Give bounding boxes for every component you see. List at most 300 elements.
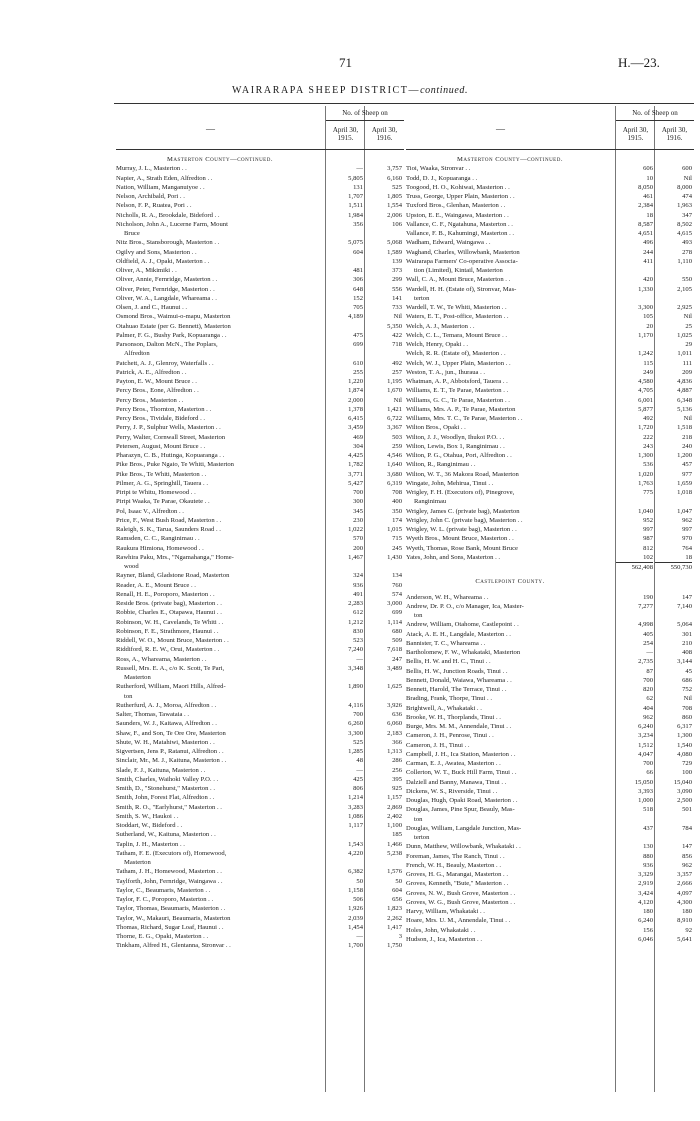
sheep-1916-cell: 1,195 — [387, 378, 402, 385]
table-row — [116, 608, 404, 617]
table-row — [406, 396, 694, 405]
table-row — [116, 571, 404, 580]
sheep-1915-cell: 997 — [643, 526, 653, 533]
sheep-1916-cell: 1,540 — [677, 741, 692, 749]
owner-cell: Carman, E. J., Awatea, Masterton . . — [406, 760, 501, 767]
owner-cell: Shaw, F., and Son, Te Ore Ore, Masterton — [116, 729, 226, 737]
sheep-1915-cell: 5,877 — [638, 405, 653, 413]
sheep-1916-cell: 1,011 — [677, 350, 692, 358]
owner-cell: Wilton Bros., Opaki . . — [406, 424, 466, 432]
table-row — [406, 620, 694, 629]
sheep-1916-cell: 111 — [682, 359, 692, 367]
owner-cell: Truss, George, Upper Plain, Masterton . . — [406, 193, 515, 200]
table-row — [116, 275, 404, 284]
title-main: WAIRARAPA SHEEP DISTRICT — [231, 85, 409, 96]
sheep-1915-cell: 1,707 — [348, 193, 363, 200]
table-row — [406, 778, 694, 787]
table-row — [406, 553, 694, 562]
sheep-1916-cell: 1,313 — [387, 748, 402, 755]
sheep-1915-cell: 525 — [353, 738, 363, 746]
sheep-1916-cell: 100 — [682, 769, 692, 777]
sheep-1916-cell: 1,157 — [387, 794, 402, 802]
sheep-1915-cell: 20 — [646, 322, 653, 330]
table-row — [406, 349, 694, 358]
sheep-1915-cell: 700 — [643, 676, 653, 684]
owner-cell: Taplin, J. H., Masterton . . — [116, 840, 185, 848]
section-heading — [116, 155, 404, 164]
table-row — [406, 713, 694, 722]
table-row — [116, 174, 404, 183]
sheep-1915-cell: 3,300 — [348, 729, 363, 737]
owner-cell: Vallance, C. F., Ngatahuna, Masterton . . — [406, 220, 513, 228]
owner-cell: Dunn, Matthew, Willowbank, Whakataki . . — [406, 843, 521, 851]
table-row — [406, 722, 694, 731]
sheep-1915-cell: 4,120 — [638, 898, 653, 906]
sheep-1916-cell: 1,518 — [677, 424, 692, 432]
owner-cell: Taylor, W., Makauri, Beaumaris, Masterton — [116, 914, 231, 922]
sheep-1916-cell: 760 — [392, 581, 402, 589]
sheep-1915-cell: 18 — [646, 211, 653, 219]
sheep-1916-cell: 1,421 — [387, 405, 402, 413]
table-row — [406, 340, 694, 349]
owner-cell: Douglas, James, Pine Spur, Beauly, Mas- — [406, 806, 515, 814]
table-row — [116, 581, 404, 590]
table-row — [406, 377, 694, 386]
sheep-1916-cell: 1,625 — [387, 683, 402, 691]
sheep-1915-cell: 491 — [353, 590, 363, 598]
sheep-1915-cell: 700 — [353, 711, 363, 718]
sheep-1915-cell: 306 — [353, 276, 363, 284]
sheep-1915-cell: 461 — [643, 193, 653, 200]
owner-cell: Payton, E. W., Mount Bruce . . — [116, 378, 197, 385]
sheep-1915-cell: 1,300 — [638, 452, 653, 459]
table-row — [116, 386, 404, 395]
sheep-1915-cell: — — [356, 933, 363, 940]
table-row — [116, 775, 404, 784]
owner-cell: Smith, Charles, Waihoki Valley P.O. . . — [116, 775, 219, 783]
owner-cell: Cameron, J. H., Tinui . . — [406, 741, 470, 749]
sheep-1916-cell: 5,641 — [677, 935, 692, 943]
owner-cell: Oldfield, A. J., Opaki, Masterton . . — [116, 257, 210, 265]
sheep-count-header: No. of Sheep on — [326, 109, 404, 121]
owner-cell: Patrick, A. E., Alfredton . . — [116, 368, 187, 376]
owner-cell: Wall, C. A., Mount Bruce, Masterton . . — [406, 276, 511, 284]
owner-cell: Oliver, W. A., Langdale, Whareama . . — [116, 294, 217, 302]
sheep-1916-cell: 1,110 — [677, 257, 692, 265]
sheep-1916-cell: 1,417 — [387, 923, 402, 931]
sheep-1915-cell: 2,000 — [348, 396, 363, 404]
sheep-1916-cell: 2,262 — [387, 914, 402, 922]
sheep-1915-cell: 536 — [643, 461, 653, 469]
sheep-1915-cell: 962 — [643, 713, 653, 721]
sheep-1916-cell: 1,750 — [387, 942, 402, 950]
table-row — [116, 932, 404, 941]
owner-cell: Bennett, Harold, The Terrace, Tinui . . — [406, 686, 507, 693]
table-row — [116, 904, 404, 913]
sheep-1915-cell: 4,220 — [348, 849, 363, 857]
sheep-1916-cell: 4,615 — [677, 230, 692, 237]
sheep-1916-cell: 25 — [685, 322, 692, 330]
owner-cell: Welch, A. J., Masterton . . — [406, 322, 475, 330]
sheep-1915-cell: 4,998 — [638, 621, 653, 629]
table-row — [116, 738, 404, 747]
sheep-1916-cell: 8,502 — [677, 220, 692, 228]
owner-cell: Andrew, William, Otahome, Castlepoint . . — [406, 621, 519, 629]
sheep-1916-cell: 970 — [682, 535, 692, 543]
sheep-1915-cell: 481 — [353, 267, 363, 274]
owner-cell: Waters, E. T., Post-office, Masterton . . — [406, 313, 509, 321]
owner-cell: Thomas, Richard, Sugar Loaf, Haunui . . — [116, 923, 224, 931]
sheep-1915-cell: 7,277 — [638, 602, 653, 610]
sheep-1915-cell: 1,242 — [638, 350, 653, 358]
owner-cell: Wilton, P. G., Otahua, Pori, Alfredton . . — [406, 452, 512, 459]
table-row — [116, 322, 404, 331]
owner-cell: Burge, Mrs. M. M., Annendale, Tinui . . — [406, 723, 512, 730]
left-table-header — [116, 106, 404, 150]
owner-cell: Groves, W. G., Bush Grove, Masterton . . — [406, 898, 516, 906]
sheep-1916-cell: 501 — [682, 806, 692, 814]
name-column-header: — — [206, 124, 215, 134]
sheep-1915-cell: 4,189 — [348, 313, 363, 321]
table-row — [406, 534, 694, 543]
table-row — [116, 664, 404, 673]
year-1916-header: April 30, 1916. — [371, 126, 398, 142]
table-row — [116, 645, 404, 654]
table-row — [116, 886, 404, 895]
sheep-1915-cell: 1,874 — [348, 387, 363, 395]
table-row — [406, 676, 694, 685]
section-heading — [406, 155, 694, 164]
sheep-1915-cell: 3,283 — [348, 803, 363, 811]
table-row — [116, 766, 404, 775]
sheep-1915-cell: 475 — [353, 331, 363, 339]
table-row — [406, 386, 694, 395]
table-row — [116, 396, 404, 405]
table-row — [116, 497, 404, 506]
table-row — [116, 164, 404, 173]
sheep-1915-cell: 200 — [353, 544, 363, 552]
sheep-1916-cell: 2,402 — [387, 812, 402, 820]
owner-cell: Masterton County—continued. — [456, 156, 564, 163]
sheep-1915-cell: 2,384 — [638, 202, 653, 210]
table-row — [406, 833, 694, 842]
sheep-1916-cell: Nil — [683, 695, 692, 703]
table-row — [116, 349, 404, 358]
owner-cell: Groves, H. G., Marangai, Masterton . . — [406, 871, 508, 878]
sheep-1915-cell: 152 — [353, 294, 363, 302]
table-row — [116, 756, 404, 765]
sheep-1916-cell: 509 — [392, 637, 402, 644]
sheep-1916-cell: 1,018 — [677, 489, 692, 496]
table-row — [406, 870, 694, 879]
sheep-1915-cell: 1,170 — [638, 331, 653, 339]
owner-cell: Tioi, Waaka, Stronvar . . — [406, 165, 471, 173]
table-row — [406, 544, 694, 553]
sheep-1916-cell: 8,910 — [677, 917, 692, 925]
owner-cell: Riddell, W. O., Mount Bruce, Masterton . . — [116, 637, 229, 644]
table-row — [406, 796, 694, 805]
sheep-1916-cell: 5,068 — [387, 239, 402, 247]
owner-cell: Smith, S. W., Haukoi . . — [116, 812, 179, 820]
sheep-1916-cell: 708 — [392, 489, 402, 496]
sheep-1915-cell: 952 — [643, 516, 653, 524]
table-row — [116, 858, 404, 867]
sheep-1915-cell: 1,782 — [348, 461, 363, 469]
table-row — [116, 433, 404, 442]
sheep-1915-cell: 304 — [353, 442, 363, 450]
owner-cell: Rutherford, William, Maori Hills, Alfred- — [116, 683, 226, 691]
sheep-1916-cell: 1,805 — [387, 193, 402, 200]
owner-cell: Foreman, James, The Ranch, Tinui . . — [406, 852, 505, 860]
owner-cell: Pike Bros., Puke Ngaio, Te Whiti, Masterton — [116, 461, 234, 469]
sheep-1916-cell: 350 — [392, 507, 402, 515]
sheep-1916-cell: 503 — [392, 433, 402, 441]
sheep-1915-cell: 1,117 — [348, 822, 363, 829]
table-row — [116, 849, 404, 858]
table-row — [406, 704, 694, 713]
sheep-1915-cell: 1,020 — [638, 470, 653, 478]
owner-cell: Petersen, August, Mount Bruce . . — [116, 442, 206, 450]
sheep-1915-cell: 300 — [353, 498, 363, 506]
sheep-1915-cell: 156 — [643, 926, 653, 934]
owner-cell: Wairarapa Farmers' Co-operative Associa- — [406, 257, 518, 265]
table-row — [406, 331, 694, 340]
table-row — [406, 442, 694, 451]
sheep-1916-cell: 686 — [682, 676, 692, 684]
sheep-1915-cell: 7,240 — [348, 646, 363, 654]
sheep-1915-cell: 4,580 — [638, 378, 653, 385]
owner-cell: Robbie, Charles E., Otapawa, Haunui . . — [116, 609, 222, 617]
table-row — [116, 285, 404, 294]
sheep-1915-cell: 3,393 — [638, 787, 653, 795]
table-row — [406, 593, 694, 602]
sheep-1915-cell: 404 — [643, 704, 653, 712]
owner-cell: Atack, A. E. H., Langdale, Masterton . . — [406, 630, 511, 638]
table-row — [406, 879, 694, 888]
sheep-1916-cell: 764 — [682, 544, 692, 552]
table-row — [406, 630, 694, 639]
sheep-1915-cell: 15,050 — [634, 778, 653, 786]
table-row — [116, 294, 404, 303]
sheep-1915-cell: 523 — [353, 637, 363, 644]
sheep-1916-cell: 3,757 — [387, 165, 402, 173]
table-row — [116, 423, 404, 432]
owner-cell: ton — [124, 692, 133, 700]
sheep-1915-cell: 936 — [643, 861, 653, 869]
owner-cell: Nicholls, R. A., Brookdale, Bideford . . — [116, 211, 220, 219]
table-row — [406, 248, 694, 257]
sheep-1916-cell: 962 — [682, 861, 692, 869]
document-reference: H.—23. — [618, 55, 660, 70]
sheep-1915-cell: 405 — [643, 630, 653, 638]
owner-cell: French, W. H., Beauly, Masterton . . — [406, 861, 501, 869]
sheep-1916-cell: 18 — [685, 553, 692, 561]
sheep-1915-cell: 1,890 — [348, 683, 363, 691]
table-row — [406, 685, 694, 694]
table-row — [116, 923, 404, 932]
sheep-1916-cell: 2,183 — [387, 729, 402, 737]
sheep-1915-cell: 131 — [353, 183, 363, 191]
table-row — [406, 750, 694, 759]
name-column-header: — — [496, 124, 505, 134]
sheep-1916-cell: 6,722 — [387, 415, 402, 422]
owner-cell: terton — [414, 834, 430, 841]
owner-cell: Castlepoint County. — [475, 578, 545, 586]
sheep-1916-cell: 4,887 — [677, 387, 692, 395]
table-row — [406, 507, 694, 516]
table-row — [406, 889, 694, 898]
owner-cell: Percy Bros., Eone, Alfredton . . — [116, 387, 199, 395]
sheep-1916-cell: Nil — [393, 396, 402, 404]
owner-cell: Holes, John, Whakataki . . — [406, 926, 476, 934]
table-row — [406, 805, 694, 814]
sheep-1915-cell: 648 — [353, 285, 363, 293]
sheep-1915-cell: 130 — [643, 843, 653, 851]
owner-cell: Campbell, J. H., Ica Station, Masterton . . — [406, 750, 516, 758]
sheep-1916-cell: 550,730 — [655, 562, 692, 572]
owner-cell: Tinkham, Alfred H., Glentanna, Stronvar . . — [116, 942, 231, 950]
sheep-1915-cell: 48 — [356, 757, 363, 765]
table-row — [116, 590, 404, 599]
table-row — [406, 842, 694, 851]
sheep-1916-cell: 680 — [392, 627, 402, 635]
sheep-1915-cell: 604 — [353, 248, 363, 256]
sheep-1916-cell: 550 — [682, 276, 692, 284]
sheep-1916-cell: 278 — [682, 248, 692, 256]
table-row — [116, 941, 404, 950]
sheep-1915-cell: — — [356, 655, 363, 663]
sheep-1916-cell: 4,300 — [677, 898, 692, 906]
sheep-1915-cell: 87 — [646, 667, 653, 675]
owner-cell: Masterton — [124, 859, 151, 866]
table-row — [406, 294, 694, 303]
sheep-1916-cell: 600 — [682, 165, 692, 173]
owner-cell: Welch, R. R. (Estate of), Masterton . . — [406, 350, 506, 358]
sheep-1916-cell: 699 — [392, 609, 402, 617]
table-row — [406, 516, 694, 525]
table-row — [116, 821, 404, 830]
sheep-1916-cell: 656 — [392, 896, 402, 903]
sheep-1915-cell: 1,511 — [348, 202, 363, 210]
sheep-1916-cell: 3 — [398, 933, 402, 940]
table-row — [116, 192, 404, 201]
sheep-1915-cell: 1,984 — [348, 211, 363, 219]
table-row — [116, 220, 404, 229]
table-row — [406, 303, 694, 312]
owner-cell: Douglas, William, Langdale Junction, Mas- — [406, 824, 522, 832]
table-row — [406, 602, 694, 611]
table-row — [116, 451, 404, 460]
owner-cell: Taylor, C., Beaumaris, Masterton . . — [116, 886, 211, 894]
sheep-1916-cell: 1,823 — [387, 905, 402, 913]
sheep-count-header: No. of Sheep on — [616, 109, 694, 121]
sheep-1915-cell: 230 — [353, 516, 363, 524]
owner-cell: Anderson, W. H., Whareama . . — [406, 593, 489, 601]
table-row — [116, 673, 404, 682]
year-1915-header: April 30, 1915. — [332, 126, 359, 142]
owner-cell: Smith, John, Forest Flat, Alfredton . . — [116, 794, 215, 802]
owner-cell: Osmond Bros., Waimui-o-mapu, Masterton — [116, 313, 231, 321]
sheep-1916-cell: 1,670 — [387, 387, 402, 395]
sheep-1915-cell: 6,240 — [638, 917, 653, 925]
owner-cell: Ranginimau — [414, 498, 447, 506]
owner-cell: Bennett, Donald, Waiawa, Whareama . . — [406, 676, 512, 684]
sheep-1915-cell: 987 — [643, 535, 653, 543]
sheep-1915-cell: 180 — [643, 908, 653, 915]
sheep-1915-cell: — — [356, 766, 363, 774]
sheep-1915-cell: 8,587 — [638, 220, 653, 228]
sheep-1916-cell: 5,350 — [387, 322, 402, 330]
sheep-1916-cell: 1,640 — [387, 461, 402, 469]
table-row — [406, 824, 694, 833]
owner-cell: Williams, G. C., Te Parae, Masterton . . — [406, 396, 510, 404]
sheep-1915-cell: 1,720 — [638, 424, 653, 432]
table-row — [116, 303, 404, 312]
owner-cell: Ross, A., Whareama, Masterton . . — [116, 655, 207, 663]
table-row — [116, 257, 404, 266]
table-row — [116, 830, 404, 839]
sheep-1916-cell: 525 — [392, 183, 402, 191]
table-row — [406, 667, 694, 676]
sheep-1916-cell: 1,589 — [387, 248, 402, 256]
sheep-1915-cell: 496 — [643, 239, 653, 247]
table-row — [406, 907, 694, 916]
owner-cell: Riddiford, R. E. W., Orui, Masterton . . — [116, 646, 220, 654]
table-row — [116, 312, 404, 321]
sheep-1915-cell: 3,771 — [348, 470, 363, 478]
owner-cell: Olsen, J. and C., Haunui . . — [116, 304, 188, 311]
sheep-1915-cell: 324 — [353, 572, 363, 580]
sheep-1916-cell: 860 — [682, 713, 692, 721]
table-row — [116, 183, 404, 192]
table-row — [406, 359, 694, 368]
sheep-1916-cell: 134 — [392, 572, 402, 580]
sheep-1916-cell: 708 — [682, 704, 692, 712]
sheep-1916-cell: 6,317 — [677, 723, 692, 730]
sheep-1915-cell: 570 — [353, 535, 363, 543]
sheep-1915-cell: 492 — [643, 415, 653, 422]
owner-cell: Pharazyn, C. B., Hutinga, Kopuaranga . . — [116, 452, 225, 459]
owner-cell: Weston, T. A., jun., Ihuraua . . — [406, 368, 486, 376]
owner-cell: Bellis, H. W., Junction Roads, Tinui . . — [406, 667, 508, 675]
top-rule — [114, 103, 694, 104]
table-row — [116, 895, 404, 904]
sheep-1916-cell: 1,114 — [387, 618, 402, 626]
table-row — [406, 451, 694, 460]
table-row — [116, 599, 404, 608]
sheep-1915-cell: 1,086 — [348, 812, 363, 820]
table-row — [116, 368, 404, 377]
table-row — [116, 729, 404, 738]
sheep-1915-cell: 1,040 — [638, 507, 653, 515]
owner-cell: Nelson, Archibald, Pori . . — [116, 193, 185, 200]
owner-cell: Nation, William, Manganuiyoe . . — [116, 183, 205, 191]
table-row — [116, 479, 404, 488]
owner-cell: Williams, Mrs. T. C., Te Parae, Masterton . . — [406, 415, 523, 422]
sheep-1916-cell: 6,348 — [677, 396, 692, 404]
owner-cell: Wrigley, W. L. (private bag), Masterton . . — [406, 526, 517, 533]
table-row — [116, 803, 404, 812]
sheep-1915-cell: 612 — [353, 609, 363, 617]
owner-cell: Collerton, W. T., Buck Hill Farm, Tinui . . — [406, 769, 517, 777]
owner-cell: Bruce — [124, 230, 140, 237]
owner-cell: Saunders, W. J., Kaitawa, Alfredton . . — [116, 720, 217, 728]
table-row — [406, 183, 694, 192]
table-row — [116, 525, 404, 534]
owner-cell: ton — [414, 612, 423, 619]
table-row — [406, 238, 694, 247]
sheep-1916-cell: 3,090 — [677, 787, 692, 795]
